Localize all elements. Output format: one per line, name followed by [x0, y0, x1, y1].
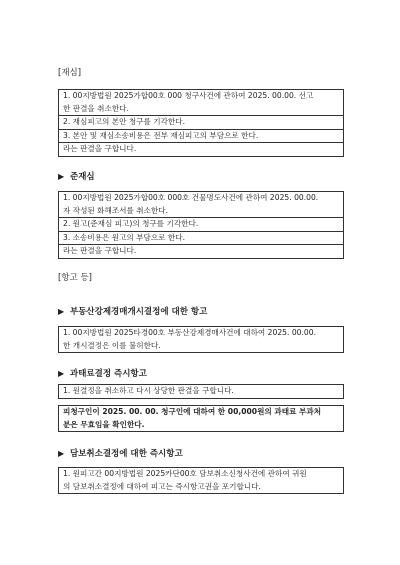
triangle-bullet-icon: ▶ [58, 449, 65, 458]
heading-text: 준재심 [70, 172, 95, 182]
section-heading-quasi-retrial [58, 171, 95, 183]
subsection-heading-fine-appeal [58, 368, 147, 380]
row-text: 1. 00지방법원 2025타경00호 부동산강제경매사건에 대하여 2025. 00.00. [63, 328, 316, 337]
row-text: 3. 소송비용은 원고의 부담으로 한다. [63, 232, 186, 242]
table-row [59, 468, 343, 493]
row-text: 라는 판결을 구합니다. [63, 144, 137, 153]
security-cancellation-claims-table [58, 467, 344, 494]
table-row [59, 130, 343, 144]
row-text: 라는 판결을 구합니다. [63, 246, 137, 255]
subsection-heading-security-cancellation-appeal [58, 448, 183, 460]
subsection-heading-auction-appeal [58, 306, 207, 318]
heading-text: 담보취소결정에 대한 즉시항고 [70, 449, 183, 459]
quasi-retrial-claims-table [58, 191, 344, 259]
table-row [59, 116, 343, 130]
fine-appeal-claims-table [58, 384, 344, 399]
auction-appeal-claims-table [58, 326, 344, 353]
row-text: 2. 재심피고의 본안 청구를 기각한다. [63, 117, 186, 126]
row-text: 한 개시결정은 이를 불허한다. [63, 340, 161, 350]
table-row [59, 245, 343, 258]
row-text: 분은 무효임을 확인한다. [63, 419, 145, 429]
row-text: 1. 원결정을 취소하고 다시 상당한 판결을 구합니다. [63, 386, 234, 395]
triangle-bullet-icon: ▶ [58, 307, 65, 316]
table-row [59, 232, 343, 246]
table-row [59, 327, 343, 352]
row-text: 2. 원고(준재심 피고)의 청구를 기각한다. [63, 219, 199, 228]
row-text: 한 판결을 취소한다. [63, 103, 129, 113]
triangle-bullet-icon: ▶ [58, 369, 65, 378]
row-text: 1. 00지방법원 2025가합00호 000 청구사건에 관하여 2025. 00.00. 선고 [63, 91, 314, 100]
triangle-bullet-icon: ▶ [58, 172, 65, 181]
row-text: 피청구인이 2025. 00. 00. 청구인에 대하여 한 00,000원의 과태료 부과처 [63, 407, 322, 416]
table-row [59, 143, 343, 156]
row-text: 의 담보취소결정에 대하여 피고는 즉시항고권을 포기합니다. [63, 481, 261, 491]
table-row [59, 192, 343, 218]
heading-text: 과태료결정 즉시항고 [70, 369, 147, 379]
section-heading-retrial: [재심] [58, 68, 82, 78]
table-row [59, 385, 343, 398]
row-text: 1. 원피고간 00지방법원 2025카단00호 담보취소신청사건에 관하여 귀원 [63, 469, 307, 478]
row-text: 1. 00지방법원 2025가합00호 000호 건물명도사건에 관하여 2025. 00.00. [63, 193, 319, 202]
row-text: 3. 본안 및 재심소송비용은 전부 재심피고의 부담으로 한다. [63, 130, 259, 140]
table-row [59, 90, 343, 116]
fine-invalidity-claims-table [58, 405, 344, 432]
retrial-claims-table [58, 89, 344, 157]
heading-text: 부동산강제경매개시결정에 대한 항고 [70, 307, 208, 317]
section-heading-appeals: [항고 등] [58, 273, 92, 283]
table-row [59, 218, 343, 232]
row-text: 자 작성된 화해조서를 취소한다. [63, 205, 169, 215]
table-row [59, 406, 343, 431]
